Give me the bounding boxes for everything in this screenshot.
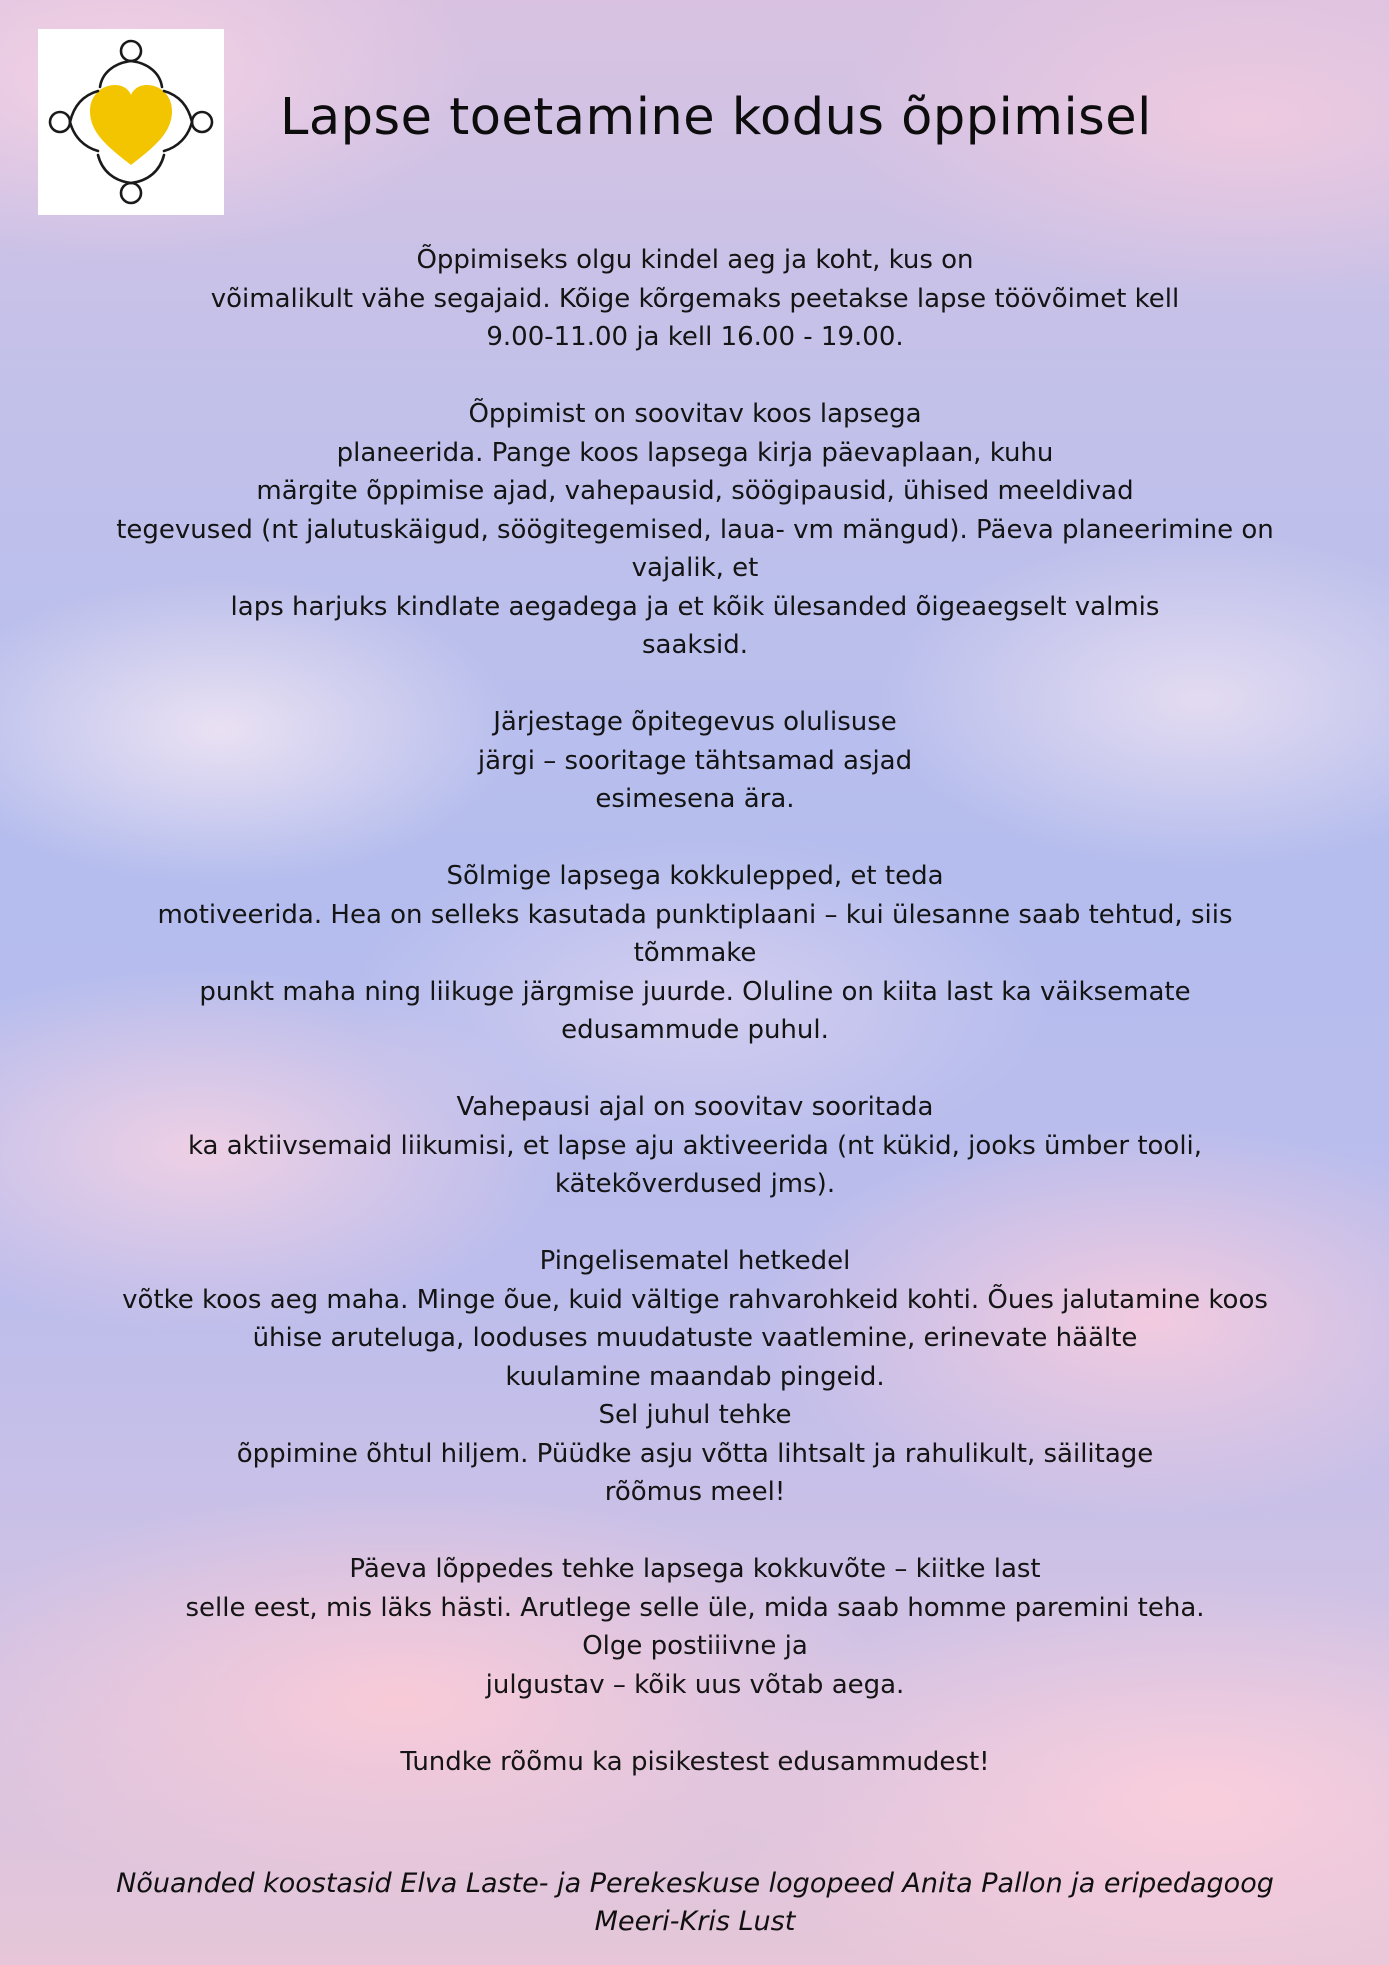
text-line: Pingelisematel hetkedel [539,1246,851,1276]
paragraph-agreements [40,857,1350,1050]
text-line: 9.00-11.00 ja kell 16.00 - 19.00. [486,322,904,352]
text-line: Sel juhul tehke [598,1400,792,1430]
text-line: vajalik, et [631,553,759,583]
credit-line: Meeri-Kris Lust [594,1906,796,1937]
paragraph-planning [40,395,1350,665]
text-line: rõõmus meel! [604,1477,786,1507]
text-line: Järjestage õpitegevus olulisuse [493,707,897,737]
text-line: laps harjuks kindlate aegadega ja et kõik ülesanded õigeaegselt valmis [230,591,1160,622]
text-line: kätekõverdused jms). [554,1169,836,1199]
paragraph-priorities [40,703,1350,819]
text-line: esimesena ära. [595,784,795,814]
text-line: Päeva lõppedes tehke lapsega kokkuvõte – kiitke last [349,1554,1041,1584]
text-line: edusammude puhul. [561,1015,829,1045]
text-line: võimalikult vähe segajaid. Kõige kõrgemaks peetakse lapse töövõimet kell [210,283,1180,314]
author-credit [40,1865,1350,1941]
credit-line: Nõuanded koostasid Elva Laste- ja Perekeskuse logopeed Anita Pallon ja eripedagoog [116,1868,1274,1899]
paragraph-stress [40,1242,1350,1512]
text-line: kuulamine maandab pingeid. [505,1361,885,1392]
text-line: võtke koos aeg maha. Minge õue, kuid vältige rahvarohkeid kohti. Õues jalutamine koos [122,1284,1268,1315]
paragraph-closing [40,1743,1350,1782]
page-title: Lapse toetamine kodus õppimisel [280,88,1152,147]
text-line: ka aktiivsemaid liikumisi, et lapse aju aktiveerida (nt kükid, jooks ümber tooli, [187,1130,1203,1161]
text-line: saaksid. [641,630,748,660]
text-line: Tundke rõõmu ka pisikestest edusammudest! [400,1746,990,1777]
text-line: Olge postiiivne ja [582,1631,808,1661]
text-line: motiveerida. Hea on selleks kasutada punktiplaani – kui ülesanne saab tehtud, siis [157,899,1233,930]
text-line: planeerida. Pange koos lapsega kirja päevaplaan, kuhu [336,437,1054,468]
text-line: punkt maha ning liikuge järgmise juurde. Oluline on kiita last ka väiksemate [199,976,1191,1007]
text-line: ühise aruteluga, looduses muudatuste vaatlemine, erinevate häälte [252,1323,1138,1353]
advice-content [40,241,1350,1820]
text-line: Õppimiseks olgu kindel aeg ja koht, kus on [416,245,974,275]
text-line: Vahepausi ajal on soovitav sooritada [456,1092,934,1122]
text-line: selle eest, mis läks hästi. Arutlege selle üle, mida saab homme paremini teha. [185,1592,1205,1623]
organization-logo [38,29,224,215]
text-line: julgustav – kõik uus võtab aega. [485,1669,905,1700]
text-line: õppimine õhtul hiljem. Püüdke asju võtta lihtsalt ja rahulikult, säilitage [236,1438,1154,1469]
paragraph-study-time [40,241,1350,357]
heart-people-logo-icon [38,29,224,215]
text-line: märgite õppimise ajad, vahepausid, söögipausid, ühised meeldivad [256,476,1134,506]
text-line: Õppimist on soovitav koos lapsega [468,399,922,429]
text-line: tõmmake [633,938,757,968]
text-line: tegevused (nt jalutuskäigud, söögitegemised, laua- vm mängud). Päeva planeerimine on [116,514,1274,545]
paragraph-day-summary [40,1550,1350,1704]
heart-shape [90,85,172,165]
text-line: järgi – sooritage tähtsamad asjad [477,745,913,776]
text-line: Sõlmige lapsega kokkulepped, et teda [446,861,944,891]
paragraph-breaks [40,1088,1350,1204]
